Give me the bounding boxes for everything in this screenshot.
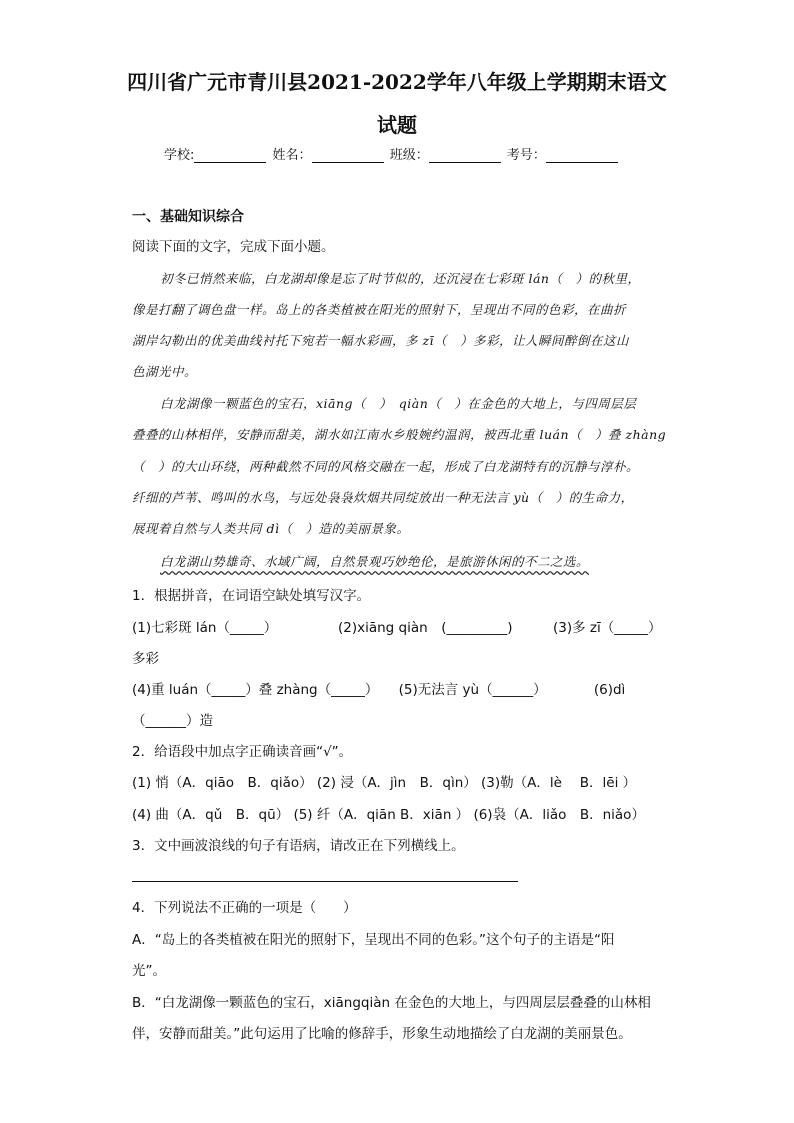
q1-row: (4)重 luán（_____）叠 zhàng（_____） (5)无法言 yù（______） (6)dì: [132, 682, 626, 698]
school-blank[interactable]: [194, 150, 266, 163]
instruction: 阅读下面的文字，完成下面小题。: [132, 239, 335, 255]
q2-row: (4) 曲（A．qǔ B．qū） (5) 纤（A．qiān B．xiān ） (6)袅（A．liǎo B．niǎo）: [132, 807, 645, 823]
name-label: 姓名：: [272, 148, 312, 163]
passage-line: （ ）的大山环绕，两种截然不同的风格交融在一起，形成了白龙湖特有的沉静与淳朴。: [132, 459, 640, 474]
class-blank[interactable]: [429, 150, 501, 163]
q1-stem: 1．根据拼音，在词语空缺处填写汉字。: [132, 588, 371, 604]
passage-line: 叠叠的山林相伴，安静而甜美，湖水如江南水乡般婉约温润，被西北重 luán（ ）叠 zhàng: [132, 427, 667, 442]
passage-line: 初冬已悄然来临，白龙湖却像是忘了时节似的，还沉浸在七彩斑 lán（ ）的秋里，: [160, 271, 641, 286]
passage-line: 纤细的芦苇、鸣叫的水鸟，与远处袅袅炊烟共同绽放出一种无法言 yù（ ）的生命力，: [132, 490, 634, 505]
answer-line[interactable]: [132, 881, 518, 882]
class-label: 班级：: [389, 148, 429, 163]
passage-line: 湖岸勾勒出的优美曲线衬托下宛若一幅水彩画，多 zī（ ）多彩，让人瞬间醉倒在这山: [132, 333, 630, 348]
name-blank[interactable]: [312, 150, 384, 163]
page-title: 四川省广元市青川县2021-2022学年八年级上学期期末语文: [127, 70, 667, 94]
q1-row: （______）造: [132, 713, 213, 729]
q1-row: 多彩: [132, 651, 159, 667]
q4-option-a-cont: 光”。: [132, 963, 166, 979]
q4-option-b-cont: 伴，安静而甜美。”此句运用了比喻的修辞手，形象生动地描绘了白龙湖的美丽景色。: [132, 1026, 632, 1042]
q2-stem: 2．给语段中加点字正确读音画“√”。: [132, 744, 353, 760]
passage-line: 白龙湖像一颗蓝色的宝石，xiāng（ ） qiàn（ ）在金色的大地上，与四周层层: [160, 396, 637, 411]
wavy-sentence: 白龙湖山势雄奇、水域广阔，自然景观巧妙绝伦，是旅游休闲的不二之选。: [160, 554, 590, 569]
section-heading: 一、基础知识综合: [132, 209, 244, 225]
school-label: 学校:: [164, 148, 195, 163]
exam-no-blank[interactable]: [546, 150, 618, 163]
passage-line: 像是打翻了调色盘一样。岛上的各类植被在阳光的照射下，呈现出不同的色彩，在曲折: [132, 302, 627, 317]
q3-stem: 3．文中画波浪线的句子有语病，请改正在下列横线上。: [132, 838, 465, 854]
q4-option-a: A．“岛上的各类植被在阳光的照射下，呈现出不同的色彩。”这个句子的主语是“阳: [132, 932, 615, 948]
page-title-line2: 试题: [377, 113, 417, 137]
q4-option-b: B．“白龙湖像一颗蓝色的宝石，xiāngqiàn 在金色的大地上，与四周层层叠叠的山林相: [132, 995, 651, 1011]
exam-no-label: 考号：: [506, 148, 546, 163]
q1-row: (1)七彩斑 lán（_____） (2)xiāng qiàn (_________) (3)多 zī（_____）: [132, 620, 662, 636]
q2-row: (1) 悄（A．qiāo B．qiǎo） (2) 浸（A．jìn B．qìn） (3)勒（A．lè B．lēi ）: [132, 775, 637, 791]
q4-stem: 4．下列说法不正确的一项是（ ）: [132, 900, 357, 916]
student-info-row: [164, 144, 620, 163]
passage-line: 色湖光中。: [132, 364, 198, 379]
passage-line: 展现着自然与人类共同 dì（ ）造的美丽景象。: [132, 521, 410, 536]
